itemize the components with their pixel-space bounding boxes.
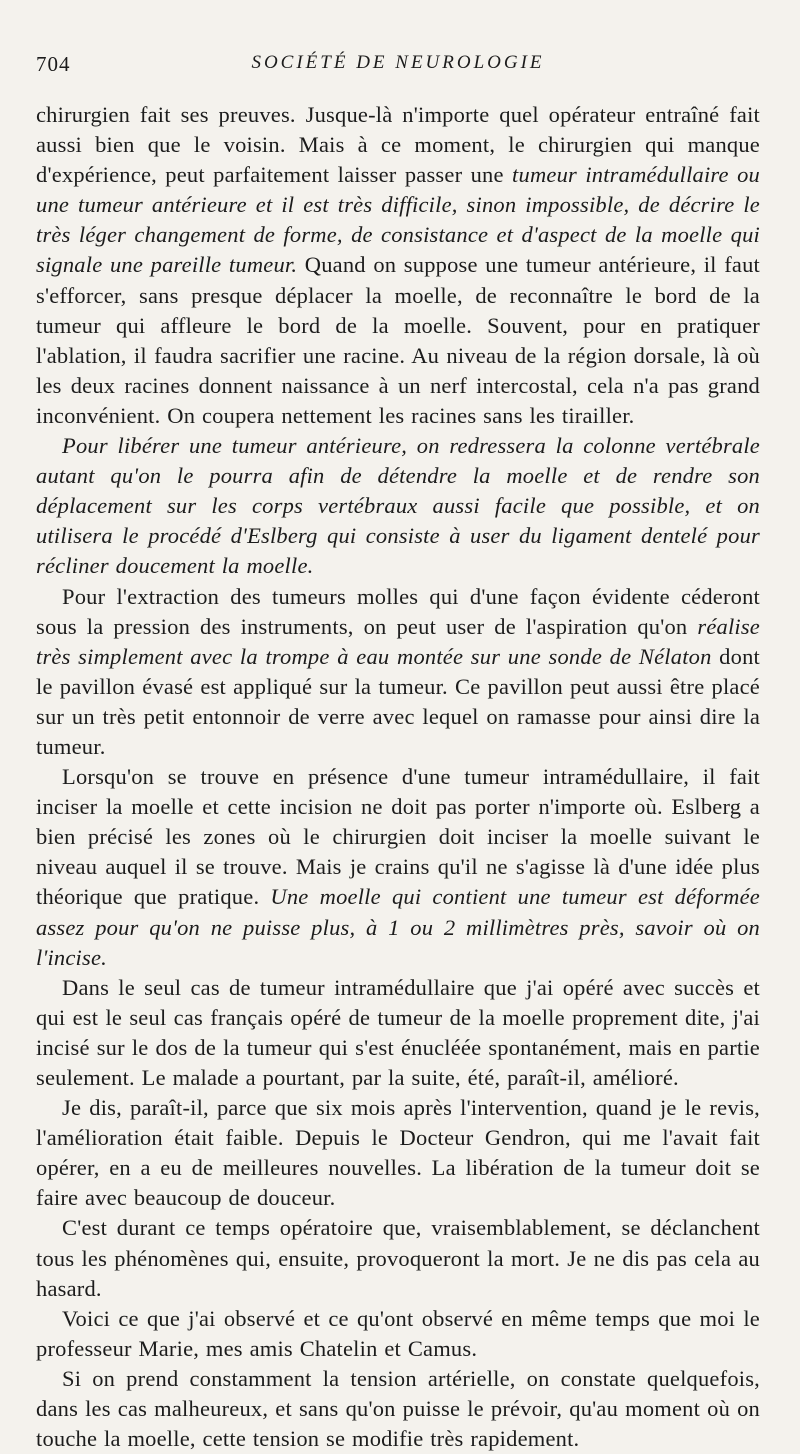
paragraph-4 [36,762,760,973]
text-run: chirurgien fait ses preuves. Jusque-là n'importe quel opérateur entraîné fait aussi bien que le voisin. Mais à ce moment, le chirurgien qui manque d'expérience, peut parfaitement laisser passer une [36,102,760,188]
paragraph-1 [36,100,760,431]
text-run: dont le pavillon évasé est appliqué sur la tumeur. Ce pavillon peut aussi être placé sur un très petit entonnoir de verre avec lequel on ramasse pour ainsi dire la tumeur. [36,643,760,759]
paragraph-3 [36,582,760,763]
page-header [36,52,760,82]
paragraph-9 [36,1364,760,1454]
text-run: Lorsqu'on se trouve en présence d'une tumeur intramédullaire, il fait inciser la moelle et cette incision ne doit pas porter n'importe où. Eslberg a bien précisé les zones où le chirurgien doit inciser la moelle suivant le niveau auquel il se trouve. Mais je crains qu'il ne s'agisse là d'une idée plus théorique que pratique. [36,764,760,910]
text-body [36,100,760,1454]
paragraph-2 [36,431,760,581]
running-title: SOCIÉTÉ DE NEUROLOGIE [251,52,545,73]
paragraph-5 [36,973,760,1093]
paragraph-6 [36,1093,760,1213]
italic-run: Pour libérer une tumeur antérieure, on redressera la colonne vertébrale autant qu'on le pourra afin de détendre la moelle et de rendre son déplacement sur les corps vertébraux aussi facile que possible, et on utilisera le procédé d'Eslberg qui consiste à user du ligament dentelé pour récliner doucement la moelle. [36,433,760,579]
text-run: Pour l'extraction des tumeurs molles qui d'une façon évidente céderont sous la pression des instruments, on peut user de l'aspiration qu'on [36,583,760,639]
italic-run: réalise très simplement avec la trompe à eau montée sur une sonde de Nélaton [36,613,760,669]
italic-run: tumeur intramédullaire ou une tumeur antérieure et il est très difficile, sinon impossible, de décrire le très léger changement de forme, de consistance et d'aspect de la moelle qui signale une pareille tumeur. [36,162,760,278]
italic-run: Une moelle qui contient une tumeur est déformée assez pour qu'on ne puisse plus, à 1 ou 2 millimètres près, savoir où on l'incise. [36,884,760,970]
text-run: Voici ce que j'ai observé et ce qu'ont observé en même temps que moi le professeur Marie, mes amis Chatelin et Camus. [36,1305,760,1361]
text-run: Dans le seul cas de tumeur intramédullaire que j'ai opéré avec succès et qui est le seul cas français opéré de tumeur de la moelle proprement dite, j'ai incisé sur le dos de la tumeur qui s'est énucléée spontanément, mais en partie seulement. Le malade a pourtant, par la suite, été, paraît-il, amélioré. [36,974,760,1090]
paragraph-8 [36,1304,760,1364]
text-run: Je dis, paraît-il, parce que six mois après l'intervention, quand je le revis, l'amélioration était faible. Depuis le Docteur Gendron, qui me l'avait fait opérer, en a eu de meilleures nouvelles. La libération de la tumeur doit se faire avec beaucoup de douceur. [36,1095,760,1211]
text-run: Si on prend constamment la tension artérielle, on constate quelquefois, dans les cas malheureux, et sans qu'on puisse le prévoir, qu'au moment où on touche la moelle, cette tension se modifie très rapidement. [36,1365,760,1452]
text-run: Quand on suppose une tumeur antérieure, il faut s'efforcer, sans presque déplacer la moelle, de reconnaître le bord de la tumeur qui affleure le bord de la moelle. Souvent, pour en pratiquer l'ablation, il faudra sacrifier une racine. Au niveau de la région dorsale, là où les deux racines donnent naissance à un nerf intercostal, cela n'a pas grand inconvénient. On coupera nettement les racines sans les tirailler. [36,252,760,428]
text-run: C'est durant ce temps opératoire que, vraisemblablement, se déclanchent tous les phénomènes qui, ensuite, provoqueront la mort. Je ne dis pas cela au hasard. [36,1215,760,1301]
page-number: 704 [36,52,71,76]
paragraph-7 [36,1213,760,1303]
